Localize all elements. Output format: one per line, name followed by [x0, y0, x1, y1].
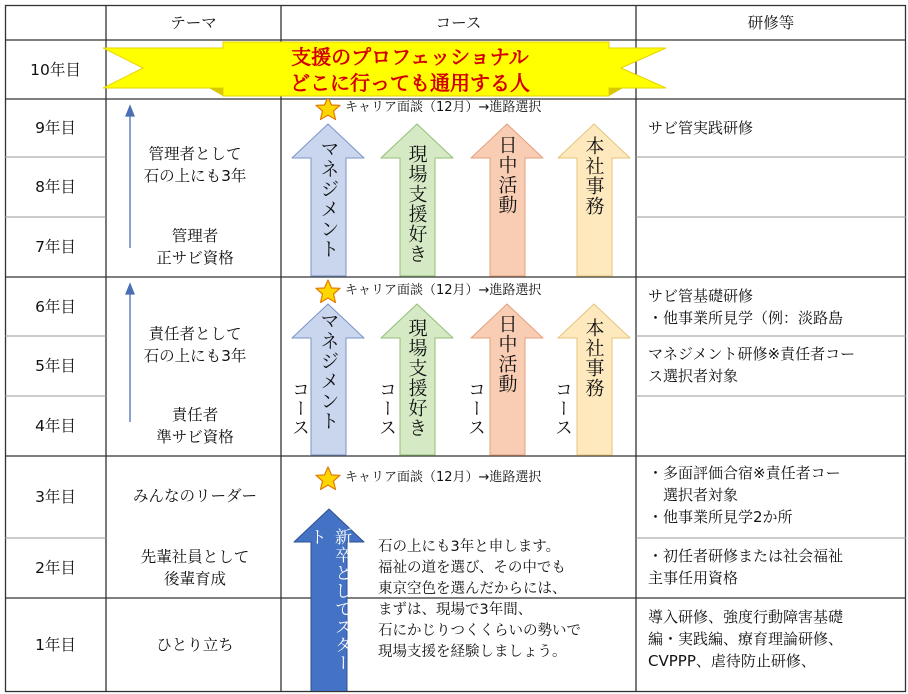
training-year-5: マネジメント研修※責任者コー ス選択者対象: [648, 345, 856, 385]
theme-manager: 管理者として 石の上にも3年: [143, 145, 247, 185]
start-message: 石の上にも3年と申します。 福祉の道を選び、その中でも 東京空色を選んだからには、 まずは、現場で3年間、 石にかじりつくくらいの勢いで 現場支援を経験しましょう。: [378, 539, 581, 660]
theme-leader-qualification: 責任者 準サビ資格: [156, 406, 234, 446]
course-day-activity-upper: 日中活動: [495, 135, 518, 215]
course-suffix-label: コース: [552, 380, 573, 437]
year-10-label: 10年目: [30, 60, 81, 79]
theme-independent: ひとり立ち: [156, 636, 234, 654]
year-5-label: 5年目: [35, 357, 76, 375]
course-day-activity-lower: 日中活動: [495, 314, 518, 394]
course-suffix-label: コース: [289, 380, 310, 437]
year-4-label: 4年目: [35, 417, 76, 435]
start-arrow-label: 新卒としてスタート: [306, 528, 351, 672]
course-site-support-upper: 現場支援好き: [405, 144, 428, 264]
theme-manager-qualification: 管理者 正サビ資格: [156, 227, 234, 267]
header-training: 研修等: [747, 13, 795, 32]
banner-line2: どこに行っても通用する人: [290, 71, 530, 95]
course-suffix-label: コース: [465, 380, 486, 437]
course-suffix-label: コース: [376, 380, 397, 437]
training-year-3: ・多面評価合宿※責任者コー 選択者対象 ・他事業所見学2か所: [648, 464, 841, 526]
header-theme: テーマ: [170, 13, 217, 32]
year-3-label: 3年目: [35, 488, 76, 506]
career-interview-label: キャリア面談（12月）→進路選択: [345, 470, 542, 485]
training-year-9: サビ管実践研修: [648, 119, 754, 137]
star-icon: [316, 467, 340, 490]
banner-line1: 支援のプロフェッショナル: [291, 45, 529, 69]
year-1-label: 1年目: [35, 635, 76, 654]
theme-arrow-lower-head: [126, 284, 134, 294]
year-2-label: 2年目: [35, 559, 76, 577]
star-icon: [316, 280, 340, 303]
course-management-upper: マネジメント: [317, 139, 340, 259]
year-8-label: 8年目: [35, 178, 76, 196]
year-6-label: 6年目: [35, 297, 76, 316]
theme-senior: 先輩社員として 後輩育成: [140, 548, 250, 588]
career-interview-label: キャリア面談（12月）→進路選択: [345, 283, 542, 298]
career-interview-label: キャリア面談（12月）→進路選択: [345, 100, 542, 115]
header-course: コース: [435, 13, 482, 32]
course-office-upper: 本社事務: [582, 136, 605, 216]
theme-everyone-leader: みんなのリーダー: [132, 487, 257, 505]
banner: [200, 40, 620, 100]
training-year-6: サビ管基礎研修 ・他事業所見学（例：淡路島: [648, 287, 844, 327]
course-office-lower: 本社事務: [582, 318, 605, 398]
training-year-1: 導入研修、強度行動障害基礎 編・実践編、療育理論研修、 CVPPP、虐待防止研修、: [648, 608, 844, 670]
course-site-support-lower: 現場支援好き: [405, 318, 428, 438]
course-management-lower: マネジメント: [317, 311, 340, 431]
year-7-label: 7年目: [35, 238, 76, 256]
theme-leader: 責任者として 石の上にも3年: [143, 325, 247, 365]
training-year-2: ・初任者研修または社会福祉 主事任用資格: [648, 547, 844, 587]
year-9-label: 9年目: [35, 119, 76, 137]
theme-arrow-upper-head: [126, 106, 134, 116]
